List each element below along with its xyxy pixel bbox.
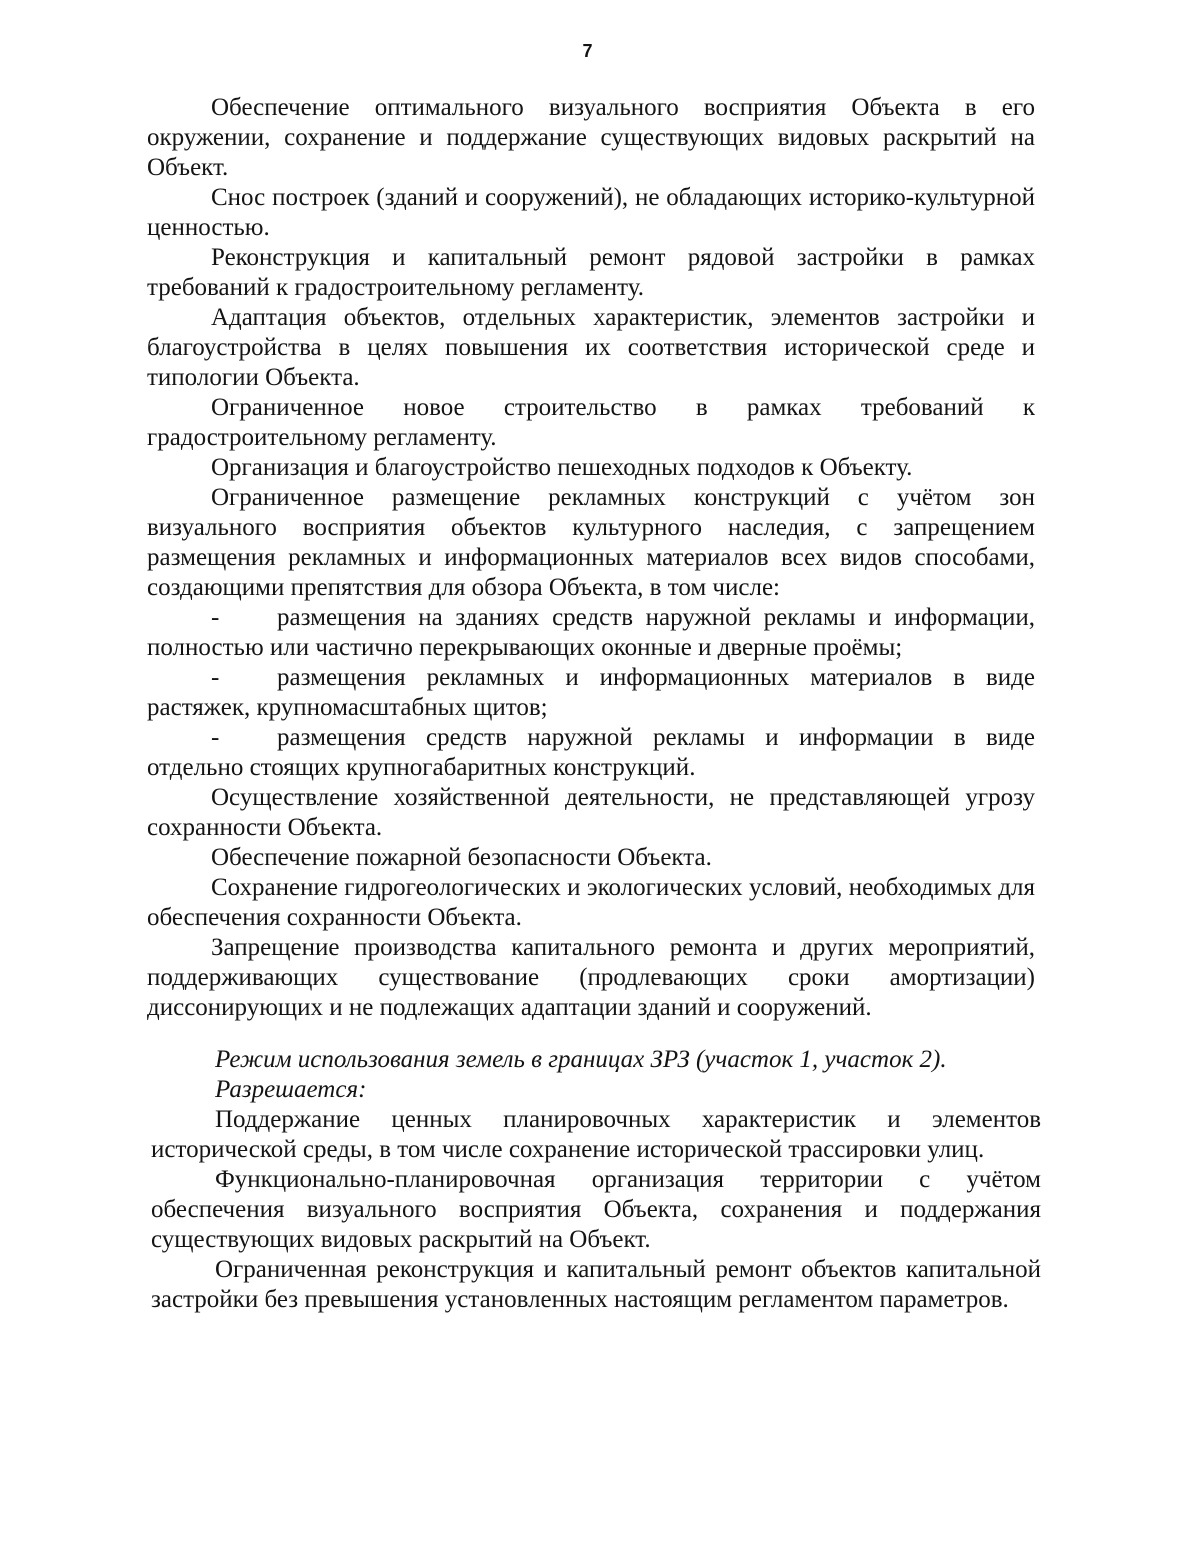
paragraph: Сохранение гидрогеологических и экологических условий, необходимых для обеспечения сохранности Объекта.	[147, 874, 1035, 931]
list-item	[147, 663, 1035, 723]
paragraph: Организация и благоустройство пешеходных подходов к Объекту.	[211, 454, 913, 481]
paragraph: Ограниченное новое строительство в рамках требований к градостроительному регламенту.	[147, 394, 1035, 451]
paragraph: Реконструкция и капитальный ремонт рядовой застройки в рамках требований к градостроительному регламенту.	[147, 244, 1035, 301]
paragraph: Снос построек (зданий и сооружений), не обладающих историко-культурной ценностью.	[147, 184, 1035, 241]
paragraph: Ограниченная реконструкция и капитальный ремонт объектов капитальной застройки без превышения установленных настоящим регламентом параметров.	[151, 1256, 1041, 1313]
paragraph: Запрещение производства капитального ремонта и других мероприятий, поддерживающих существование (продлевающих сроки амортизации) диссонирующих и не подлежащих адаптации зданий и сооружений.	[147, 934, 1035, 1021]
list-dash: -	[211, 604, 220, 631]
paragraph: Ограниченное размещение рекламных конструкций с учётом зон визуального восприятия объектов культурного наследия, с запрещением размещения рекламных и информационных материалов всех видов способами, создающими препятствия для обзора Объекта, в том числе:	[147, 484, 1035, 601]
paragraph: Обеспечение оптимального визуального восприятия Объекта в его окружении, сохранение и поддержание существующих видовых раскрытий на Объект.	[147, 94, 1035, 181]
paragraph: Обеспечение пожарной безопасности Объекта.	[211, 844, 712, 871]
list-item-text: размещения на зданиях средств наружной рекламы и информации, полностью или частично перекрывающих оконные и дверные проёмы;	[147, 604, 1035, 661]
section-subheading: Разрешается:	[215, 1076, 367, 1103]
list-item-text: размещения рекламных и информационных материалов в виде растяжек, крупномасштабных щитов;	[147, 664, 1035, 721]
paragraph: Поддержание ценных планировочных характеристик и элементов исторической среды, в том числе сохранение исторической трассировки улиц.	[151, 1106, 1041, 1163]
list-item-text: размещения средств наружной рекламы и информации в виде отдельно стоящих крупногабаритных конструкций.	[147, 724, 1035, 781]
page-number: 7	[582, 41, 593, 61]
zrz-section	[151, 1045, 1041, 1315]
paragraph: Функционально-планировочная организация территории с учётом обеспечения визуального восприятия Объекта, сохранения и поддержания существующих видовых раскрытий на Объект.	[151, 1166, 1041, 1253]
section-heading: Режим использования земель в границах ЗРЗ (участок 1, участок 2).	[215, 1046, 947, 1073]
paragraph: Адаптация объектов, отдельных характеристик, элементов застройки и благоустройства в целях повышения их соответствия исторической среде и типологии Объекта.	[147, 304, 1035, 391]
list-dash: -	[211, 724, 220, 751]
list-dash: -	[211, 664, 220, 691]
list-item	[147, 723, 1035, 783]
list-item	[147, 603, 1035, 663]
main-text-block	[147, 93, 1035, 1023]
paragraph: Осуществление хозяйственной деятельности, не представляющей угрозу сохранности Объекта.	[147, 784, 1035, 841]
